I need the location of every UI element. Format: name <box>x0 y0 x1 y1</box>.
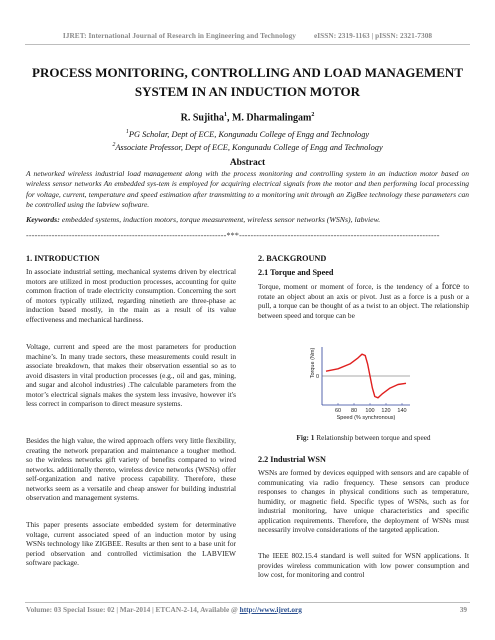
subsection-2-2-heading <box>258 455 469 465</box>
torque-text-a: Torque, moment or moment of force, is the tendency of a <box>258 282 442 291</box>
keywords <box>26 215 469 225</box>
footer <box>26 605 302 614</box>
affiliations <box>0 127 495 153</box>
footer-link[interactable]: http://www.ijret.org <box>239 605 302 614</box>
x-tick-label: 120 <box>381 408 391 414</box>
abstract-heading: Abstract <box>229 158 266 168</box>
affiliation-1-sup: 1 <box>125 129 129 135</box>
subsection-2-1-heading <box>258 268 469 278</box>
section-2-heading <box>258 254 469 264</box>
chart-plot-area <box>310 347 410 421</box>
authors <box>0 112 495 123</box>
footer-rule <box>25 602 470 603</box>
x-tick-label: 100 <box>365 408 375 414</box>
x-tick-label: 80 <box>350 408 358 414</box>
section-1-heading <box>26 254 236 264</box>
figure-1-label: Fig: 1 <box>296 433 315 442</box>
author-1-sup: 1 <box>223 112 227 118</box>
author-2: M. Dharmalingam <box>231 112 312 124</box>
keywords-text: embedded systems, induction motors, torque measurement, wireless sensor networks (WSNs), labview. <box>59 215 381 224</box>
x-tick-label: 60 <box>334 408 342 414</box>
torque-text-b: to rotate an object about an axis or pivot. Just as a force is a push or a pull, a torque can be thought of as a twist to an object. The relationship between speed and torque can be <box>258 282 469 320</box>
section-divider: ----------------------------------------------------------------------***---------------------------------------------------------------------- <box>26 231 440 240</box>
y-tick-label: 0 <box>315 374 319 380</box>
figure-1-text: Relationship between torque and speed <box>314 433 431 442</box>
torque-speed-chart <box>300 343 420 423</box>
subsection-2-1-title: 2.1 Torque and Speed <box>258 268 334 277</box>
running-header <box>0 31 495 40</box>
abstract-text: A networked wireless industrial load management along with the process monitoring and controlling system in an induction motor based on wireless sensor networks An embedded sys-tem is employed for acquiring electrical signals from the motor and then performing local processing for voltage, current, temperature and speed estimation after transmitting to a monitoring unit through an ZigBee technology these parameters can be controlled using the labview software. <box>26 169 469 210</box>
affiliation-1-text: PG Scholar, Dept of ECE, Kongunadu College of Engg and Technology <box>128 129 370 139</box>
affiliation-1 <box>0 127 495 140</box>
footer-text: Volume: 03 Special Issue: 02 | Mar-2014 | ETCAN-2-14, Available @ <box>26 605 240 614</box>
keywords-label: Keywords: <box>26 215 60 224</box>
x-tick-label: 140 <box>397 408 407 414</box>
x-axis-label: Speed (% synchronous) <box>336 415 396 421</box>
section-1-title: 1. INTRODUCTION <box>26 254 100 263</box>
torque-paragraph <box>258 282 469 320</box>
page-number: 39 <box>459 605 467 614</box>
affiliation-2-text: Associate Professor, Dept of ECE, Kongunadu College of Engg and Technology <box>115 142 383 152</box>
section-2-title: 2. BACKGROUND <box>258 254 327 263</box>
figure-1-caption <box>258 433 469 442</box>
intro-paragraph-3: Besides the high value, the wired approach offers very little flexibility, creating the network preparation and maintenance a tougher method. so the wireless networks gift variety of benefits compared to wired networks. additionally thereto, wireless device networks (WSNs) offer self-organization and native process capability. Therefore, these networks seem as a versatile and cheap answer for building industrial observation and management systems. <box>26 436 236 503</box>
force-word: force <box>441 281 461 291</box>
wsn-paragraph-1: WSNs are formed by devices equipped with sensors and are capable of communicating via radio frequency. These sensors can produce responses to changes in physical conditions such as temperature, humidity, or magnetic field. Specific types of WSNs, such as for industrial monitoring, have unique characteristics and specific application requirements. Therefore, the deployment of WSNs must necessarily involve considerations of the targeted application. <box>258 468 469 535</box>
issn: eISSN: 2319-1163 | pISSN: 2321-7308 <box>314 31 433 40</box>
author-separator: , <box>226 112 232 124</box>
journal-name: IJRET: International Journal of Research in Engineering and Technology <box>62 31 296 40</box>
affiliation-2-sup: 2 <box>112 141 116 148</box>
affiliation-2 <box>0 140 495 153</box>
author-1: R. Sujitha <box>180 112 224 124</box>
intro-paragraph-1: In associate industrial setting, mechanical systems driven by electrical motors are utilized in most production processes, accounting for quite common fraction of trade electricity consumption. Concerning the sort of motors typically utilized, regarding ninetieth are three-phase ac induction based mostly, in the main as a result of its value effectiveness and mechanical hardiness. <box>26 267 236 324</box>
header-rule <box>25 44 470 45</box>
intro-paragraph-2: Voltage, current and speed are the most parameters for production machine’s. In many trade sectors, these measurements could result in associate breakdown, that makes their observation essential so as to avoid disasters in vital production processes (e.g., oil and gas, mining, and sugar and alcohol industries) .The calculable parameters from the motor’s electrical signals makes the system less invasive, however it's less correct in comparison to direct measure systems. <box>26 342 236 409</box>
y-axis-label: Torque (Nm) <box>310 347 316 379</box>
paper-title: PROCESS MONITORING, CONTROLLING AND LOAD MANAGEMENT SYSTEM IN AN INDUCTION MOTOR <box>32 65 463 99</box>
wsn-paragraph-2: The IEEE 802.15.4 standard is well suited for WSN applications. It provides wireless communication with low power consumption and low cost, for monitoring and control <box>258 551 469 580</box>
intro-paragraph-4: This paper presents associate embedded system for determinative voltage, current associated speed of an induction motor by using WSNs technology like ZIGBEE. Results ar then sent to a base unit for period observation and controlled victimisation the LABVIEW software package. <box>26 520 236 568</box>
author-2-sup: 2 <box>311 112 315 118</box>
subsection-2-2-title: 2.2 Industrial WSN <box>258 455 326 464</box>
